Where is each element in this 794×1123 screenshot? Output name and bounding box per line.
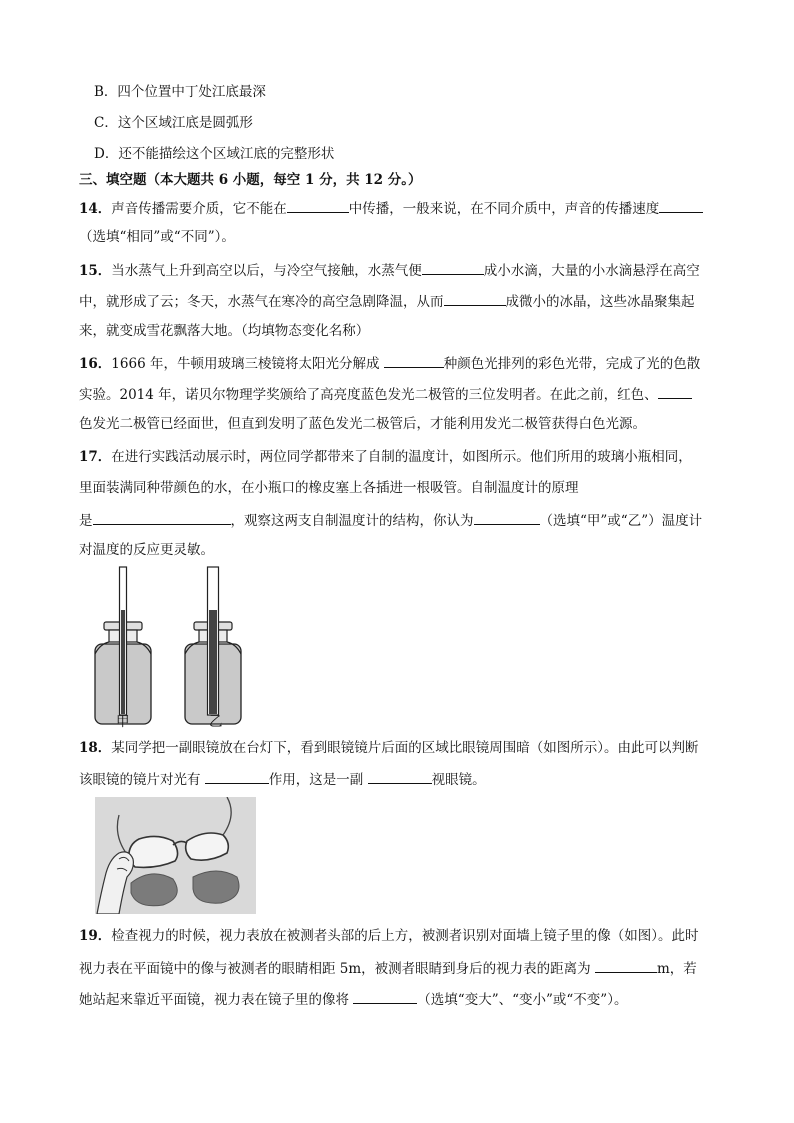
q17-line4: 对温度的反应更灵敏。: [79, 542, 214, 558]
q14-number: 14．: [79, 201, 112, 217]
option-c: C．这个区域江底是圆弧形: [94, 115, 253, 131]
q16-blank-2[interactable]: [658, 384, 692, 399]
q17-blank-1[interactable]: [93, 510, 231, 525]
q15-text-c: 中，就形成了云；冬天，水蒸气在寒冷的高空急剧降温，从而: [79, 294, 444, 310]
q19-blank-1[interactable]: [595, 958, 657, 973]
q18-blank-2[interactable]: [368, 769, 432, 784]
section-heading: 三、填空题（本大题共 6 小题，每空 1 分，共 12 分。）: [79, 172, 422, 188]
thermometer-yi: [185, 567, 241, 724]
q16-line2: [79, 384, 692, 404]
q19-line1: [79, 927, 699, 945]
q16-text-c: 实验。2014 年，诺贝尔物理学奖颁给了高亮度蓝色发光二极管的三位发明者。在此之前，红色、: [79, 387, 658, 403]
q16-line3: 色发光二极管已经面世，但直到发明了蓝色发光二极管后，才能利用发光二极管获得白色光源。: [79, 416, 646, 432]
q19-text-b: 视力表在平面镜中的像与被测者的眼睛相距 5m，被测者眼睛到身后的视力表的距离为: [79, 961, 591, 977]
q16-text-b: 种颜色光排列的彩色光带，完成了光的色散: [443, 356, 701, 372]
q15-text-a: 当水蒸气上升到高空以后，与冷空气接触，水蒸气便: [111, 263, 422, 279]
q18-line2: [79, 769, 486, 789]
q17-blank-2[interactable]: [474, 510, 540, 525]
glasses-photo: [95, 797, 256, 914]
q17-number: 17．: [79, 449, 112, 465]
q15-text-b: 成小水滴，大量的小水滴悬浮在高空: [483, 263, 700, 279]
label-yi: 乙: [209, 714, 223, 730]
q18-text-d: 视眼镜。: [431, 772, 486, 788]
q16-number: 16．: [79, 356, 112, 372]
label-jia: 甲: [116, 714, 130, 730]
q14-text-b: 中传播，一般来说，在不同介质中，声音的传播速度: [348, 201, 660, 217]
q15-line2: [79, 291, 695, 311]
q18-number: 18．: [79, 740, 112, 756]
q17-line2: 里面装满同种带颜色的水，在小瓶口的橡皮塞上各插进一根吸管。自制温度计的原理: [79, 480, 579, 496]
q19-line2: [79, 958, 697, 978]
q15-line3: 来，就变成雪花飘落大地。（均填物态变化名称）: [79, 323, 370, 339]
q14-line1: [79, 198, 703, 218]
q17-line1: [79, 448, 692, 466]
q17-text-d: （选填“甲”或“乙”）温度计: [539, 513, 703, 529]
q16-blank-1[interactable]: [384, 353, 444, 368]
q14-blank-2[interactable]: [659, 198, 703, 213]
q15-blank-2[interactable]: [444, 291, 506, 306]
q15-text-d: 成微小的冰晶，这些冰晶聚集起: [505, 294, 695, 310]
q14-line2: （选填“相同”或“不同”）。: [79, 229, 235, 245]
q15-line1: [79, 260, 700, 280]
q19-blank-2[interactable]: [353, 989, 417, 1004]
q19-text-d: 她站起来靠近平面镜，视力表在镜子里的像将: [79, 992, 349, 1008]
q14-blank-1[interactable]: [287, 198, 349, 213]
q17-line3: [79, 510, 702, 530]
q18-line1: [79, 739, 699, 757]
q18-text-c: 作用，这是一副: [268, 772, 364, 788]
q18-text-a: 某同学把一副眼镜放在台灯下，看到眼镜镜片后面的区域比眼镜周围暗（如图所示）。由此可以判断: [111, 740, 699, 756]
q16-line1: [79, 353, 700, 373]
q19-text-e: （选填“变大”、“变小”或“不变”）。: [417, 992, 628, 1008]
q19-number: 19．: [79, 928, 112, 944]
q18-text-b: 该眼镜的镜片对光有: [79, 772, 201, 788]
option-b: B．四个位置中丁处江底最深: [94, 84, 266, 100]
q19-text-a: 检查视力的时候，视力表放在被测者头部的后上方，被测者识别对面墙上镜子里的像（如图）。此时: [111, 928, 699, 944]
thermometers-figure: [90, 562, 270, 732]
q17-text-c: ，观察这两支自制温度计的结构，你认为: [230, 513, 474, 529]
q19-line3: [79, 989, 627, 1009]
q14-text-a: 声音传播需要介质，它不能在: [111, 201, 287, 217]
thermometer-jia: [95, 567, 151, 724]
q19-text-c: m，若: [656, 961, 697, 977]
option-d: D．还不能描绘这个区域江底的完整形状: [94, 146, 335, 162]
q17-text-b: 是: [79, 513, 93, 529]
q17-text-a: 在进行实践活动展示时，两位同学都带来了自制的温度计，如图所示。他们所用的玻璃小瓶相同，: [111, 449, 692, 465]
q15-number: 15．: [79, 263, 112, 279]
q18-blank-1[interactable]: [205, 769, 269, 784]
q16-text-a: 1666 年，牛顿用玻璃三棱镜将太阳光分解成: [111, 356, 380, 372]
q15-blank-1[interactable]: [422, 260, 484, 275]
